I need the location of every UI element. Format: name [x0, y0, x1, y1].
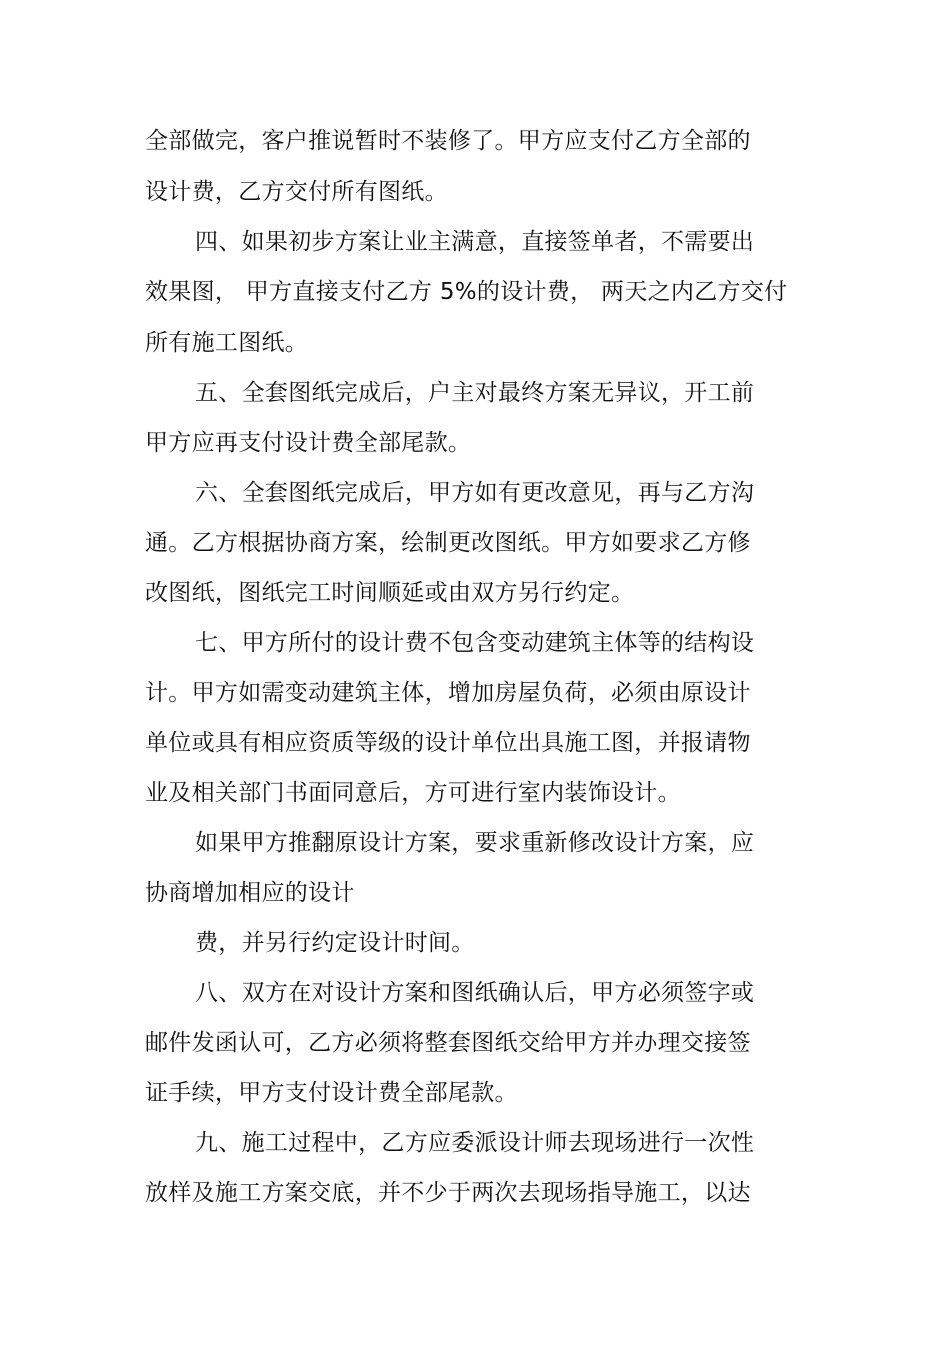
text-line: 邮件发函认可，乙方必须将整套图纸交给甲方并办理交接签 [145, 1030, 751, 1056]
text-line: 甲方应再支付设计费全部尾款。 [145, 430, 472, 456]
paragraph-six-start: 六、全套图纸完成后，甲方如有更改意见，再与乙方沟 [195, 480, 755, 506]
text-line: 单位或具有相应资质等级的设计单位出具施工图，并报请物 [145, 730, 751, 756]
text-line: 计。甲方如需变动建筑主体，增加房屋负荷，必须由原设计 [145, 680, 751, 706]
text-line: 全部做完，客户推说暂时不装修了。甲方应支付乙方全部的 [145, 128, 751, 154]
text-line: 费，并另行约定设计时间。 [195, 930, 475, 956]
text-line: 改图纸，图纸完工时间顺延或由双方另行约定。 [145, 580, 635, 606]
text-line: 放样及施工方案交底，并不少于两次去现场指导施工，以达 [145, 1180, 751, 1206]
paragraph-four-start: 四、如果初步方案让业主满意，直接签单者，不需要出 [195, 229, 755, 255]
paragraph-nine-start: 九、施工过程中，乙方应委派设计师去现场进行一次性 [195, 1130, 755, 1156]
text-line: 效果图， 甲方直接支付乙方 5%的设计费， 两天之内乙方交付 [145, 279, 788, 305]
text-line: 所有施工图纸。 [145, 330, 309, 356]
paragraph-revision-start: 如果甲方推翻原设计方案，要求重新修改设计方案，应 [195, 830, 755, 856]
text-line: 设计费，乙方交付所有图纸。 [145, 179, 448, 205]
paragraph-five-start: 五、全套图纸完成后，户主对最终方案无异议，开工前 [195, 380, 755, 406]
text-line: 通。乙方根据协商方案，绘制更改图纸。甲方如要求乙方修 [145, 530, 751, 556]
text-line: 业及相关部门书面同意后，方可进行室内装饰设计。 [145, 780, 681, 806]
text-line: 协商增加相应的设计 [145, 880, 355, 906]
text-line: 证手续，甲方支付设计费全部尾款。 [145, 1080, 518, 1106]
paragraph-eight-start: 八、双方在对设计方案和图纸确认后，甲方必须签字或 [195, 980, 755, 1006]
paragraph-seven-start: 七、甲方所付的设计费不包含变动建筑主体等的结构设 [195, 630, 755, 656]
